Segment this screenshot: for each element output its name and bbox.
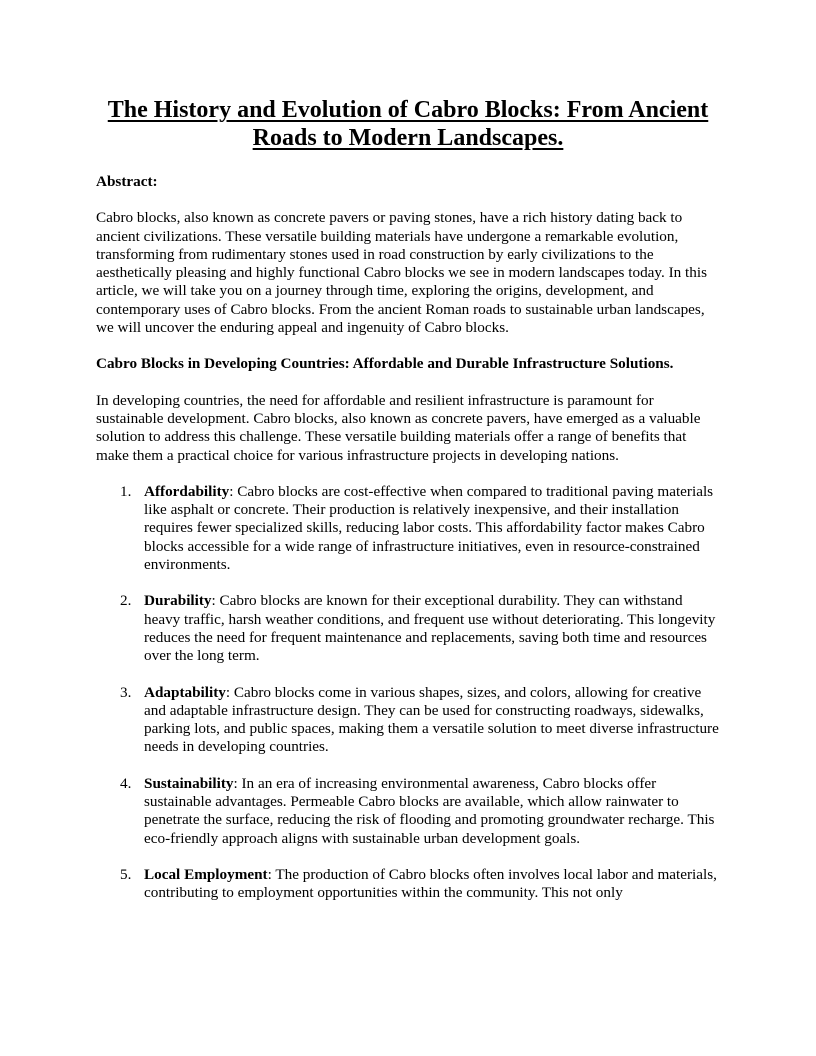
list-item-number: 1. [120, 482, 132, 500]
list-item-term: Durability [144, 592, 212, 610]
list-item-number: 2. [120, 592, 132, 610]
list-item-number: 4. [120, 774, 132, 792]
section-heading: Cabro Blocks in Developing Countries: Affordable and Durable Infrastructure Solutions. [96, 355, 674, 373]
abstract-heading: Abstract: [96, 173, 158, 190]
list-item-text: : In an era of increasing environmental awareness, Cabro blocks offer sustainable advantages. Permeable Cabro blocks are available, which allow rainwater to penetrate the surface, reducing the risk of flooding and promoting groundwater recharge. This eco-friendly approach aligns with sustainable urban development goals. [144, 774, 715, 847]
page-title: The History and Evolution of Cabro Blocks: From Ancient Roads to Modern Landscapes. [107, 97, 709, 151]
list-item-term: Adaptability [144, 683, 226, 701]
list-item [96, 866, 720, 903]
list-item [96, 483, 720, 574]
list-item-term: Local Employment [144, 865, 268, 883]
abstract-paragraph: Cabro blocks, also known as concrete pavers or paving stones, have a rich history dating back to ancient civilizations. These versatile building materials have undergone a remarkable evolution, transforming from rudimentary stones used in road construction by early civilizations to the aesthetically pleasing and highly functional Cabro blocks we see in modern landscapes today. In this article, we will take you on a journey through time, exploring the origins, development, and contemporary uses of Cabro blocks. From the ancient Roman roads to sustainable urban landscapes, we will uncover the enduring appeal and ingenuity of Cabro blocks. [96, 209, 707, 337]
benefits-list [96, 483, 720, 903]
list-item-text: : Cabro blocks come in various shapes, sizes, and colors, allowing for creative and adaptable infrastructure design. They can be used for constructing roadways, sidewalks, parking lots, and public spaces, making them a versatile solution to meet diverse infrastructure needs in developing countries. [144, 683, 719, 756]
list-item-text: : Cabro blocks are known for their exceptional durability. They can withstand heavy traffic, harsh weather conditions, and frequent use without deteriorating. This longevity reduces the need for frequent maintenance and replacements, saving both time and resources over the long term. [144, 592, 716, 665]
list-item [96, 775, 720, 848]
list-item-text: : Cabro blocks are cost-effective when compared to traditional paving materials like asphalt or concrete. Their production is relatively inexpensive, and their installation requires fewer specialized skills, reducing labor costs. This affordability factor makes Cabro blocks accessible for a wide range of infrastructure initiatives, even in resource-constrained environments. [144, 482, 714, 574]
list-item-text: : The production of Cabro blocks often involves local labor and materials, contributing to employment opportunities within the community. This not only [144, 865, 717, 902]
list-item-number: 5. [120, 865, 132, 883]
section-intro-paragraph: In developing countries, the need for affordable and resilient infrastructure is paramount for sustainable development. Cabro blocks, also known as concrete pavers, have emerged as a valuable solution to address this challenge. These versatile building materials offer a range of benefits that make them a practical choice for various infrastructure projects in developing nations. [96, 391, 701, 464]
list-item-term: Sustainability [144, 774, 234, 792]
list-item [96, 592, 720, 665]
list-item-number: 3. [120, 683, 132, 701]
list-item-term: Affordability [144, 482, 230, 500]
list-item [96, 684, 720, 757]
